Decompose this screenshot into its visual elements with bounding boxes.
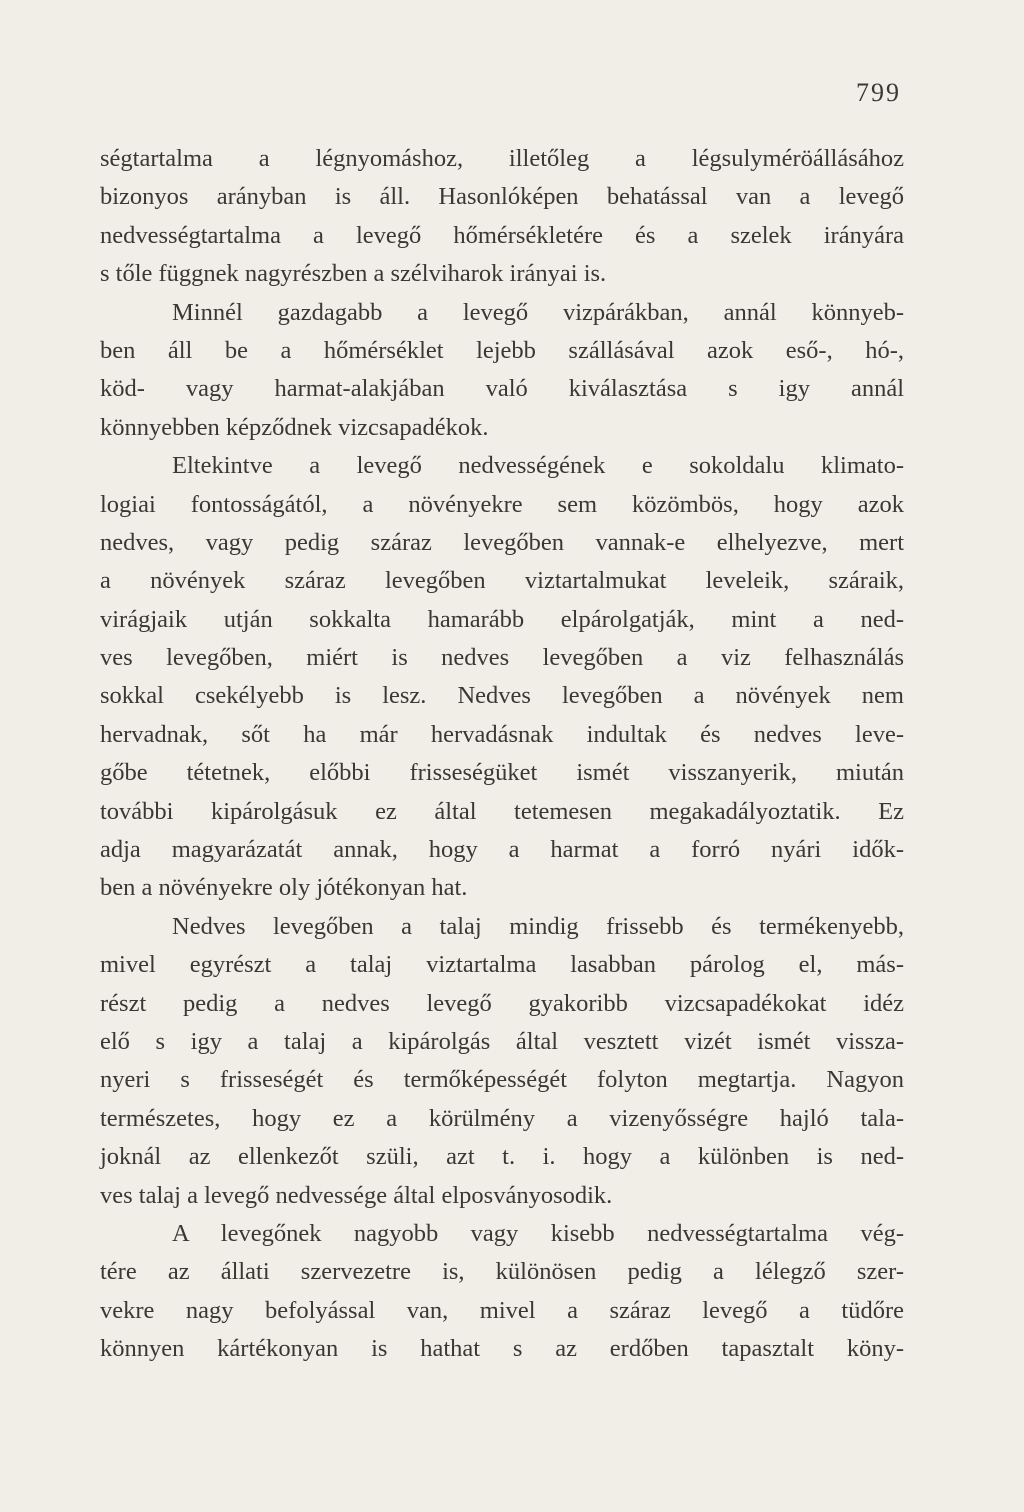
text-line: ségtartalma a légnyomáshoz, illetőleg a légsulyméröállásához (100, 145, 904, 172)
text-line: elő s igy a talaj a kipárolgás által vesztett vizét ismét vissza- (100, 1027, 904, 1055)
text-line: ves levegőben, miért is nedves levegőben a viz felhasználás (100, 644, 904, 672)
text-line: hervadnak, sőt ha már hervadásnak indultak és nedves leve- (100, 720, 904, 748)
body-text (100, 140, 904, 1369)
text-line: mivel egyrészt a talaj viztartalma lasabban párolog el, más- (100, 951, 904, 979)
text-line: nedves, vagy pedig száraz levegőben vannak-e elhelyezve, mert (100, 528, 904, 556)
text-line: nedvességtartalma a levegő hőmérsékletére és a szelek irányára (100, 221, 904, 249)
text-line: Eltekintve a levegő nedvességének e sokoldalu klimato- (172, 452, 904, 480)
text-line: vekre nagy befolyással van, mivel a száraz levegő a tüdőre (100, 1296, 904, 1324)
text-line: sokkal csekélyebb is lesz. Nedves levegőben a növények nem (100, 682, 904, 710)
text-line: tére az állati szervezetre is, különösen pedig a lélegző szer- (100, 1258, 904, 1286)
text-line: joknál az ellenkezőt szüli, azt t. i. hogy a különben is ned- (100, 1143, 904, 1171)
text-line: könnyebben képződnek vizcsapadékok. (100, 413, 489, 441)
text-line: Minnél gazdagabb a levegő vizpárákban, annál könnyeb- (172, 298, 904, 326)
text-line: részt pedig a nedves levegő gyakoribb vizcsapadékokat idéz (100, 989, 904, 1017)
text-line: Nedves levegőben a talaj mindig frissebb és termékenyebb, (172, 912, 904, 940)
text-line: a növények száraz levegőben viztartalmukat leveleik, száraik, (100, 567, 904, 595)
text-line: könnyen kártékonyan is hathat s az erdőben tapasztalt köny- (100, 1335, 904, 1363)
text-line: ben áll be a hőmérséklet lejebb szállásával azok eső-, hó-, (100, 336, 904, 364)
page-number: 799 (856, 78, 901, 107)
text-line: adja magyarázatát annak, hogy a harmat a forró nyári idők- (100, 836, 904, 864)
text-line: virágjaik utján sokkalta hamarább elpárolgatják, mint a ned- (100, 605, 904, 633)
text-line: természetes, hogy ez a körülmény a vizenyősségre hajló tala- (100, 1104, 904, 1132)
text-line: további kipárolgásuk ez által tetemesen megakadályoztatik. Ez (100, 797, 904, 825)
text-line: A levegőnek nagyobb vagy kisebb nedvességtartalma vég- (172, 1219, 904, 1247)
text-line: köd- vagy harmat-alakjában való kiválasztása s igy annál (100, 375, 904, 403)
text-line: nyeri s frisseségét és termőképességét folyton megtartja. Nagyon (100, 1066, 904, 1094)
text-line: ben a növényekre oly jótékonyan hat. (100, 874, 468, 902)
text-line: s tőle függnek nagyrészben a szélviharok irányai is. (100, 260, 607, 288)
text-line: logiai fontosságától, a növényekre sem közömbös, hogy azok (100, 490, 904, 518)
text-line: ves talaj a levegő nedvessége által elposványosodik. (100, 1181, 613, 1209)
text-line: bizonyos arányban is áll. Hasonlóképen behatással van a levegő (100, 183, 904, 211)
text-line: gőbe tétetnek, előbbi frisseségüket ismét visszanyerik, miután (100, 759, 904, 787)
